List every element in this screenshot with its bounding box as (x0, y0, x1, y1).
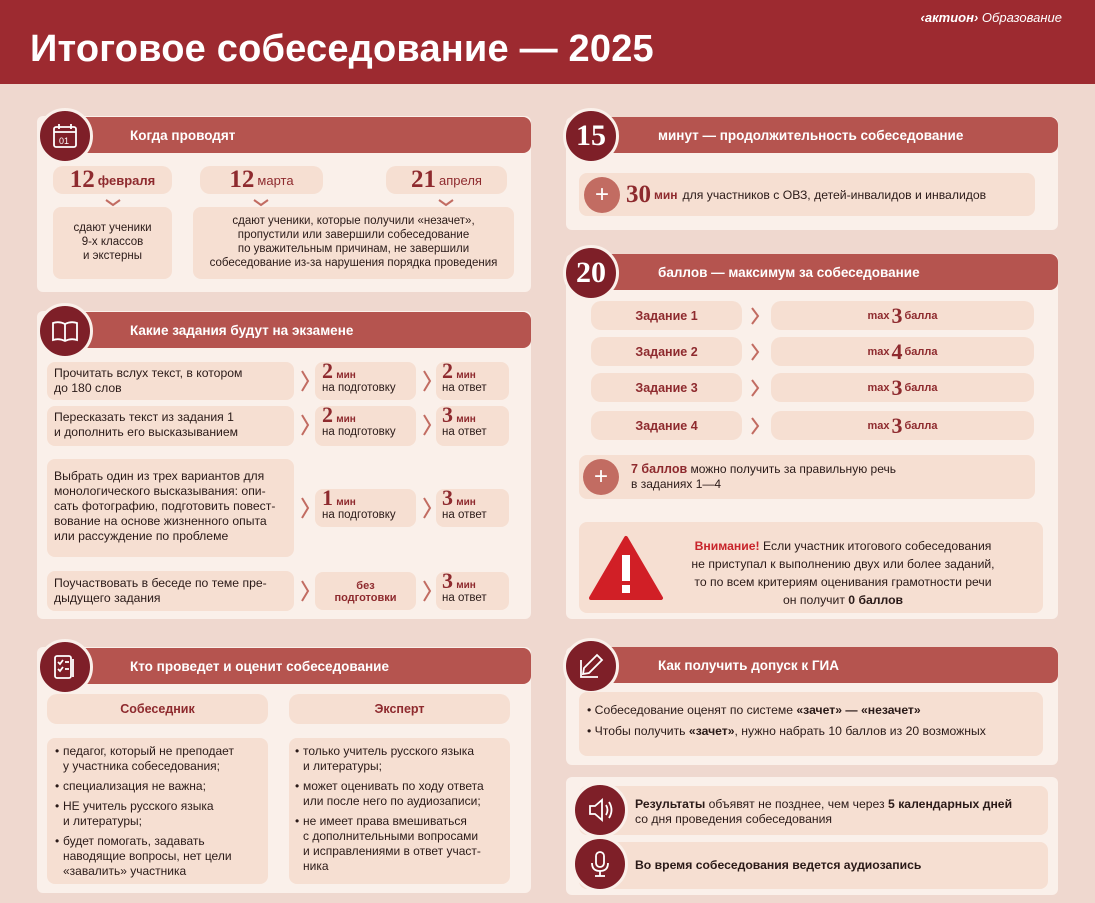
admit-list (579, 692, 1043, 756)
interviewer-label: Собеседник (120, 702, 195, 716)
score-row-4-value (771, 411, 1034, 440)
date-mar-day: 12 (229, 166, 255, 193)
results-line2: со дня проведения собеседования (635, 812, 833, 826)
expert-list (289, 738, 510, 884)
admit-b1b: «зачет» — «незачет» (796, 703, 921, 717)
results-bold: Результаты (635, 797, 706, 811)
row-unit: балла (904, 419, 938, 432)
list-item: • НЕ учитель русского языка и литературы; (55, 799, 264, 829)
task-3-prep-num: 1 (322, 485, 333, 510)
chevron-down-icon (252, 199, 270, 207)
extra-num: 30 (626, 180, 651, 208)
task-1-prep-label: на подготовку (322, 382, 396, 394)
row-max: max (867, 381, 890, 394)
task-1-prep-unit: мин (336, 370, 356, 381)
brand-rest: Образование (981, 10, 1062, 25)
task-3-answer (436, 485, 509, 527)
row-label: Задание 4 (635, 418, 698, 433)
chevron-right-icon (299, 362, 311, 400)
task-2-prep-label: на подготовку (322, 426, 396, 438)
task-1-prep (315, 358, 416, 400)
task-2-prep-unit: мин (336, 414, 356, 425)
extra-time-card (579, 173, 1035, 216)
audio-card: Во время собеседования ведется аудиозапись (579, 842, 1048, 889)
task-4-text: Поучаствовать в беседе по теме пре- дыдущего задания (47, 571, 294, 611)
edit-icon (563, 638, 619, 694)
row-label: Задание 3 (635, 380, 698, 395)
score-row-3-value (771, 373, 1034, 402)
task-1-ans-unit: мин (456, 370, 476, 381)
task-4-ans-unit: мин (456, 580, 476, 591)
row-unit: балла (904, 345, 938, 358)
date-apr-month: апреля (439, 172, 482, 188)
row-label: Задание 2 (635, 344, 698, 359)
extra-text: для участников с ОВЗ, детей-инвалидов и инвалидов (682, 187, 987, 202)
bonus-card (579, 455, 1035, 499)
date-feb-day: 12 (69, 166, 95, 193)
score-row-2-value (771, 337, 1034, 366)
list-item: • только учитель русского языка и литературы; (295, 744, 506, 774)
admit-b2c: , нужно набрать 10 баллов из 20 возможных (734, 724, 986, 738)
list-item: • педагог, который не преподает у участника собеседования; (55, 744, 264, 774)
interviewer-list (47, 738, 268, 884)
date-feb-month: февраля (97, 172, 156, 188)
row-max: max (867, 419, 890, 432)
bonus-line2: в заданиях 1—4 (631, 477, 722, 491)
task-3-text: Выбрать один из трех вариантов для монологического высказывания: опи- сать фотографию, подготовить повест- вование на основе жизненного опыта или рассуждение по проблеме (47, 459, 294, 557)
task-1-answer (436, 358, 509, 400)
col-expert-title (289, 694, 510, 724)
task-1-ans-num: 2 (442, 358, 453, 383)
page-title: Итоговое собеседование — 2025 (30, 28, 654, 70)
date-mar (200, 166, 323, 194)
microphone-icon (572, 836, 628, 892)
score-title: баллов — максимум за собеседование (594, 254, 1058, 290)
chevron-down-icon (437, 199, 455, 207)
results-days: 5 календарных дней (888, 797, 1013, 811)
task-3-ans-label: на ответ (442, 509, 487, 521)
duration-title: минут — продолжительность собеседование (594, 117, 1058, 153)
plus-icon: + (584, 177, 620, 213)
list-item: • не имеет права вмешиваться с дополнительными вопросами и исправлениями в ответ участ- ника (295, 814, 506, 874)
list-item: • будет помогать, задавать наводящие вопросы, нет цели «завалить» участника (55, 834, 264, 879)
task-3-prep-unit: мин (336, 497, 356, 508)
row-pts: 3 (891, 412, 903, 438)
chevron-right-icon (421, 572, 433, 610)
score-row-1-value (771, 301, 1034, 330)
admit-title: Как получить допуск к ГИА (594, 647, 1058, 683)
book-icon (37, 303, 93, 359)
admit-item-1: • Собеседование оценят по системе «зачет» — «незачет» (587, 703, 921, 717)
list-item: • может оценивать по ходу ответа или после него по аудиозаписи; (295, 779, 506, 809)
svg-text:01: 01 (59, 136, 70, 146)
warning-line4a: он получит (782, 593, 849, 607)
row-unit: балла (904, 309, 938, 322)
bonus-bold: 7 баллов (631, 462, 688, 476)
warning-line3: то по всем критериям оценивания грамотности речи (694, 575, 992, 589)
chevron-right-icon (299, 489, 311, 527)
checklist-icon (37, 639, 93, 695)
row-unit: балла (904, 381, 938, 394)
chevron-right-icon (749, 340, 761, 364)
task-4-ans-label: на ответ (442, 592, 487, 604)
task-2-prep (315, 402, 416, 446)
task-1-prep-num: 2 (322, 358, 333, 383)
task-2-answer (436, 402, 509, 446)
note-9th-grade: сдают ученики 9-х классов и экстерны (53, 207, 172, 279)
task-2-ans-label: на ответ (442, 426, 487, 438)
duration-num: 15 (576, 119, 606, 152)
chevron-down-icon (104, 199, 122, 207)
tasks-title: Какие задания будут на экзамене (66, 312, 531, 348)
duration-number (563, 108, 619, 164)
row-pts: 4 (891, 338, 903, 364)
score-number (563, 245, 619, 301)
chevron-right-icon (749, 304, 761, 328)
admit-item-2: • Чтобы получить «зачет», нужно набрать 10 баллов из 20 возможных (587, 724, 986, 738)
admit-b2b: «зачет» (688, 724, 735, 738)
task-2-text: Пересказать текст из задания 1 и дополнить его высказыванием (47, 406, 294, 446)
warning-icon (588, 535, 664, 601)
task-1-ans-label: на ответ (442, 382, 487, 394)
row-pts: 3 (891, 374, 903, 400)
warning-text (670, 537, 1016, 609)
chevron-right-icon (421, 362, 433, 400)
row-pts: 3 (891, 302, 903, 328)
col-interviewer-title (47, 694, 268, 724)
task-4-answer (436, 568, 509, 610)
score-num: 20 (576, 256, 606, 289)
score-row-2-label (591, 337, 742, 366)
task-1-text: Прочитать вслух текст, в котором до 180 слов (47, 362, 294, 400)
score-row-3-label (591, 373, 742, 402)
chevron-right-icon (299, 406, 311, 444)
speaker-icon (572, 782, 628, 838)
date-feb (53, 166, 172, 194)
bonus-rest: можно получить за правильную речь (687, 462, 896, 476)
chevron-right-icon (421, 489, 433, 527)
chevron-right-icon (749, 414, 761, 438)
list-item: • специализация не важна; (55, 779, 264, 794)
date-apr (386, 166, 507, 194)
task-2-ans-unit: мин (456, 414, 476, 425)
calendar-icon (37, 108, 93, 164)
chevron-right-icon (299, 572, 311, 610)
task-3-prep (315, 485, 416, 527)
bonus-text (631, 462, 896, 492)
expert-label: Эксперт (374, 702, 425, 716)
results-text: объявят не позднее, чем через (705, 797, 889, 811)
task-3-ans-unit: мин (456, 497, 476, 508)
warning-bold: Внимание! (694, 539, 760, 553)
task-4-ans-num: 3 (442, 568, 453, 593)
date-mar-month: марта (257, 172, 294, 188)
date-apr-day: 21 (411, 166, 437, 193)
brand-bold: ‹актион› (920, 10, 979, 25)
admit-b1a: Собеседование оценят по системе (594, 703, 797, 717)
warning-line4b: 0 баллов (848, 593, 904, 607)
admit-b2a: Чтобы получить (594, 724, 689, 738)
task-2-ans-num: 3 (442, 402, 453, 427)
task-3-prep-label: на подготовку (322, 509, 396, 521)
who-title: Кто проведет и оценит собеседование (66, 648, 531, 684)
row-max: max (867, 309, 890, 322)
plus-icon: + (583, 459, 619, 495)
task-2-prep-num: 2 (322, 402, 333, 427)
row-max: max (867, 345, 890, 358)
warning-line1: Если участник итогового собеседования (759, 539, 992, 553)
row-label: Задание 1 (635, 308, 698, 323)
brand-logo (921, 10, 1062, 25)
task-4-prep: без подготовки (315, 572, 416, 610)
warning-line2: не приступал к выполнению двух или более заданий, (691, 557, 995, 571)
task-3-ans-num: 3 (442, 485, 453, 510)
chevron-right-icon (421, 406, 433, 444)
note-retake: сдают ученики, которые получили «незачет», пропустили или завершили собеседование по уважительным причинам, не завершили собеседование из-за нарушения порядка проведения (193, 207, 514, 279)
chevron-right-icon (749, 376, 761, 400)
when-title: Когда проводят (66, 117, 531, 153)
score-row-4-label (591, 411, 742, 440)
extra-unit: мин (654, 187, 678, 202)
results-card (579, 786, 1048, 835)
score-row-1-label (591, 301, 742, 330)
